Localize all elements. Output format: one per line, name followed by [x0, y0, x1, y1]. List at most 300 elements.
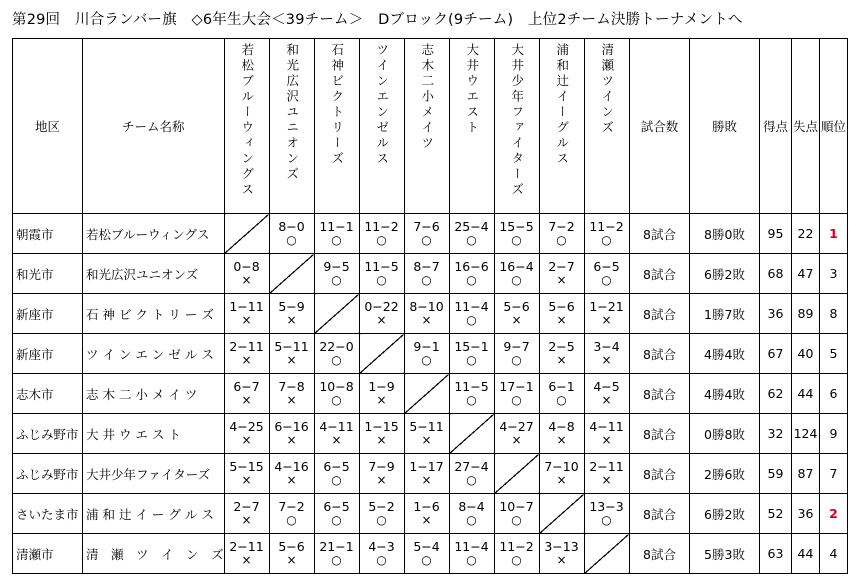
match-score: 5−4 — [413, 539, 440, 554]
match-result-cell — [449, 254, 494, 294]
record-cell: 6勝2敗 — [690, 254, 760, 294]
match-result-cell — [494, 254, 539, 294]
match-score: 17−1 — [499, 379, 534, 394]
match-score: 1−6 — [413, 499, 440, 514]
conceded-cell: 47 — [792, 254, 820, 294]
column-header — [404, 39, 449, 214]
summary-row — [630, 294, 848, 334]
table-row — [13, 214, 630, 254]
match-result-cell — [494, 374, 539, 414]
win-loss-mark: ○ — [466, 273, 477, 287]
match-score: 5−9 — [278, 299, 305, 314]
region-cell: 新座市 — [13, 334, 83, 374]
match-result-cell — [359, 454, 404, 494]
win-loss-mark: × — [601, 473, 612, 487]
match-result-cell — [269, 334, 314, 374]
win-loss-mark: ○ — [331, 233, 342, 247]
match-result-cell — [269, 534, 314, 574]
win-loss-mark: × — [241, 393, 252, 407]
self-match-cell — [584, 534, 629, 574]
table-row — [13, 374, 630, 414]
win-loss-mark: ○ — [556, 393, 567, 407]
win-loss-mark: ○ — [601, 233, 612, 247]
match-score: 5−11 — [274, 339, 309, 354]
scored-cell: 62 — [760, 374, 792, 414]
match-result-cell — [224, 254, 269, 294]
match-score: 8−7 — [413, 259, 440, 274]
win-loss-mark: × — [241, 473, 252, 487]
win-loss-mark: ○ — [601, 513, 612, 527]
win-loss-mark: × — [241, 433, 252, 447]
match-result-cell — [269, 374, 314, 414]
record-cell: 4勝4敗 — [690, 374, 760, 414]
column-header — [224, 39, 269, 214]
win-loss-mark: ○ — [466, 553, 477, 567]
record-cell: 2勝6敗 — [690, 454, 760, 494]
team-name-cell: ツ イ ン エ ン ゼ ル ス — [83, 334, 225, 374]
win-loss-mark: × — [241, 513, 252, 527]
column-header — [539, 39, 584, 214]
region-cell: ふじみ野市 — [13, 414, 83, 454]
column-header — [494, 39, 539, 214]
match-score: 6−5 — [323, 499, 350, 514]
summary-row — [630, 214, 848, 254]
match-result-cell — [224, 374, 269, 414]
win-loss-mark: ○ — [511, 353, 522, 367]
match-score: 11−2 — [589, 219, 624, 234]
match-result-cell — [404, 334, 449, 374]
match-result-cell — [224, 454, 269, 494]
match-result-cell — [224, 534, 269, 574]
team-name-cell: 大井少年ファイターズ — [83, 454, 225, 494]
match-result-cell — [359, 214, 404, 254]
results-table — [12, 38, 630, 574]
team-name-cell: 若松ブルーウィングス — [83, 214, 225, 254]
match-score: 2−5 — [548, 339, 575, 354]
table-row — [13, 534, 630, 574]
match-score: 8−0 — [278, 219, 305, 234]
scored-cell: 59 — [760, 454, 792, 494]
win-loss-mark: ○ — [331, 353, 342, 367]
games-cell: 8試合 — [630, 294, 690, 334]
match-result-cell — [269, 414, 314, 454]
match-score: 2−7 — [548, 259, 575, 274]
match-result-cell — [449, 334, 494, 374]
win-loss-mark: × — [556, 353, 567, 367]
rank-cell: 3 — [820, 254, 848, 294]
match-score: 4−25 — [229, 419, 264, 434]
match-result-cell — [404, 454, 449, 494]
match-result-cell — [539, 294, 584, 334]
match-result-cell — [314, 374, 359, 414]
conceded-cell: 36 — [792, 494, 820, 534]
win-loss-mark: ○ — [331, 393, 342, 407]
conceded-cell: 87 — [792, 454, 820, 494]
match-score: 4−11 — [589, 419, 624, 434]
scored-cell: 95 — [760, 214, 792, 254]
match-result-cell — [359, 374, 404, 414]
match-result-cell — [584, 214, 629, 254]
win-loss-mark: ○ — [511, 513, 522, 527]
column-header — [449, 39, 494, 214]
rank-cell: 1 — [820, 214, 848, 254]
column-header-label: 大井少年ファイターズ — [509, 43, 525, 198]
win-loss-mark: × — [601, 353, 612, 367]
win-loss-mark: × — [556, 553, 567, 567]
match-result-cell — [539, 254, 584, 294]
column-header-label: 志木二小メイツ — [419, 43, 435, 152]
win-loss-mark: × — [421, 433, 432, 447]
header-row — [13, 39, 630, 214]
match-result-cell — [404, 214, 449, 254]
self-match-cell — [359, 334, 404, 374]
match-result-cell — [359, 254, 404, 294]
column-header-label: 石神ビクトリーズ — [329, 43, 345, 167]
match-score: 3−13 — [544, 539, 579, 554]
match-score: 11−5 — [454, 379, 489, 394]
column-header-label: 浦和辻イーグルス — [554, 43, 570, 167]
column-header — [359, 39, 404, 214]
rank-cell: 9 — [820, 414, 848, 454]
match-result-cell — [269, 214, 314, 254]
win-loss-mark: ○ — [556, 233, 567, 247]
match-score: 4−3 — [368, 539, 395, 554]
self-match-cell — [224, 214, 269, 254]
win-loss-mark: × — [421, 513, 432, 527]
match-result-cell — [539, 414, 584, 454]
column-header — [269, 39, 314, 214]
scored-cell: 32 — [760, 414, 792, 454]
win-loss-mark: × — [556, 313, 567, 327]
match-result-cell — [449, 374, 494, 414]
match-result-cell — [314, 414, 359, 454]
win-loss-mark: ○ — [466, 473, 477, 487]
conceded-header: 失点 — [792, 39, 820, 214]
match-score: 8−10 — [409, 299, 444, 314]
match-score: 15−1 — [454, 339, 489, 354]
record-cell: 6勝2敗 — [690, 494, 760, 534]
conceded-cell: 44 — [792, 374, 820, 414]
games-cell: 8試合 — [630, 494, 690, 534]
win-loss-mark: × — [421, 313, 432, 327]
win-loss-mark: ○ — [331, 273, 342, 287]
match-result-cell — [584, 414, 629, 454]
record-cell: 5勝3敗 — [690, 534, 760, 574]
match-score: 13−3 — [589, 499, 624, 514]
match-score: 7−6 — [413, 219, 440, 234]
win-loss-mark: × — [241, 353, 252, 367]
win-loss-mark: ○ — [331, 513, 342, 527]
match-result-cell — [494, 294, 539, 334]
match-score: 8−4 — [458, 499, 485, 514]
match-score: 5−6 — [503, 299, 530, 314]
games-cell: 8試合 — [630, 454, 690, 494]
match-result-cell — [539, 454, 584, 494]
win-loss-mark: ○ — [331, 553, 342, 567]
rank-cell: 6 — [820, 374, 848, 414]
match-result-cell — [584, 334, 629, 374]
match-result-cell — [224, 414, 269, 454]
match-result-cell — [494, 214, 539, 254]
match-score: 2−11 — [229, 539, 264, 554]
match-result-cell — [449, 534, 494, 574]
match-score: 9−7 — [503, 339, 530, 354]
conceded-cell: 40 — [792, 334, 820, 374]
rank-cell: 8 — [820, 294, 848, 334]
match-score: 11−4 — [454, 299, 489, 314]
table-row — [13, 494, 630, 534]
region-cell: 清瀬市 — [13, 534, 83, 574]
match-score: 4−27 — [499, 419, 534, 434]
match-result-cell — [494, 494, 539, 534]
match-result-cell — [449, 294, 494, 334]
match-result-cell — [314, 494, 359, 534]
record-cell: 8勝0敗 — [690, 214, 760, 254]
win-loss-mark: ○ — [376, 553, 387, 567]
win-loss-mark: × — [286, 473, 297, 487]
match-score: 1−21 — [589, 299, 624, 314]
match-score: 1−11 — [229, 299, 264, 314]
win-loss-mark: × — [376, 393, 387, 407]
match-result-cell — [584, 454, 629, 494]
win-loss-mark: ○ — [466, 353, 477, 367]
scored-cell: 63 — [760, 534, 792, 574]
region-cell: 和光市 — [13, 254, 83, 294]
match-result-cell — [494, 534, 539, 574]
match-result-cell — [404, 494, 449, 534]
summary-row — [630, 414, 848, 454]
match-result-cell — [404, 414, 449, 454]
region-cell: ふじみ野市 — [13, 454, 83, 494]
win-loss-mark: × — [241, 313, 252, 327]
summary-row — [630, 374, 848, 414]
win-loss-mark: × — [511, 433, 522, 447]
match-result-cell — [539, 374, 584, 414]
match-result-cell — [269, 494, 314, 534]
games-cell: 8試合 — [630, 334, 690, 374]
match-result-cell — [359, 294, 404, 334]
self-match-cell — [269, 254, 314, 294]
match-score: 0−22 — [364, 299, 399, 314]
match-score: 7−8 — [278, 379, 305, 394]
win-loss-mark: × — [286, 553, 297, 567]
win-loss-mark: ○ — [421, 353, 432, 367]
win-loss-mark: × — [241, 553, 252, 567]
rank-cell: 5 — [820, 334, 848, 374]
region-cell: さいたま市 — [13, 494, 83, 534]
match-result-cell — [494, 414, 539, 454]
win-loss-mark: ○ — [421, 273, 432, 287]
team-name-cell: 志 木 二 小 メ イ ツ — [83, 374, 225, 414]
win-loss-mark: ○ — [466, 513, 477, 527]
win-loss-mark: × — [286, 433, 297, 447]
summary-table — [629, 38, 848, 574]
match-result-cell — [404, 294, 449, 334]
match-score: 6−5 — [323, 459, 350, 474]
match-score: 4−11 — [319, 419, 354, 434]
column-header-label: 和光広沢ユニオンズ — [284, 43, 300, 183]
match-score: 16−6 — [454, 259, 489, 274]
match-result-cell — [584, 294, 629, 334]
scored-cell: 67 — [760, 334, 792, 374]
self-match-cell — [449, 414, 494, 454]
team-name-cell: 清 瀬 ツ イ ン ズ — [83, 534, 225, 574]
win-loss-mark: ○ — [466, 313, 477, 327]
match-score: 1−17 — [409, 459, 444, 474]
match-result-cell — [269, 454, 314, 494]
win-loss-mark: ○ — [286, 513, 297, 527]
games-header: 試合数 — [630, 39, 690, 214]
team-header: チーム名称 — [83, 39, 225, 214]
win-loss-mark: × — [376, 473, 387, 487]
match-result-cell — [539, 534, 584, 574]
table-row — [13, 454, 630, 494]
match-score: 2−11 — [589, 459, 624, 474]
win-loss-mark: × — [376, 433, 387, 447]
match-result-cell — [224, 334, 269, 374]
scored-cell: 68 — [760, 254, 792, 294]
match-result-cell — [584, 254, 629, 294]
column-header-label: 若松ブルーウィングス — [239, 43, 255, 198]
self-match-cell — [314, 294, 359, 334]
match-score: 5−2 — [368, 499, 395, 514]
win-loss-mark: ○ — [511, 553, 522, 567]
conceded-cell: 44 — [792, 534, 820, 574]
win-loss-mark: ○ — [511, 233, 522, 247]
record-cell: 4勝4敗 — [690, 334, 760, 374]
summary-row — [630, 334, 848, 374]
win-loss-mark: ○ — [466, 393, 477, 407]
rank-header: 順位 — [820, 39, 848, 214]
win-loss-mark: × — [421, 473, 432, 487]
match-result-cell — [314, 254, 359, 294]
match-score: 5−6 — [548, 299, 575, 314]
match-result-cell — [449, 214, 494, 254]
match-score: 11−4 — [454, 539, 489, 554]
rank-cell: 4 — [820, 534, 848, 574]
column-header-label: ツインエンゼルス — [374, 43, 390, 167]
match-score: 15−5 — [499, 219, 534, 234]
match-score: 27−4 — [454, 459, 489, 474]
match-result-cell — [584, 374, 629, 414]
match-score: 1−15 — [364, 419, 399, 434]
table-row — [13, 254, 630, 294]
win-loss-mark: ○ — [601, 273, 612, 287]
summary-row — [630, 254, 848, 294]
region-header: 地区 — [13, 39, 83, 214]
match-score: 7−9 — [368, 459, 395, 474]
team-name-cell: 石 神 ビ ク ト リ ー ズ — [83, 294, 225, 334]
match-result-cell — [314, 534, 359, 574]
rank-cell: 7 — [820, 454, 848, 494]
summary-header-row — [630, 39, 848, 214]
win-loss-mark: ○ — [466, 233, 477, 247]
region-cell: 志木市 — [13, 374, 83, 414]
match-result-cell — [269, 294, 314, 334]
match-score: 5−11 — [409, 419, 444, 434]
win-loss-mark: ○ — [331, 473, 342, 487]
column-header — [584, 39, 629, 214]
match-score: 9−5 — [323, 259, 350, 274]
match-score: 22−0 — [319, 339, 354, 354]
win-loss-mark: ○ — [421, 233, 432, 247]
summary-row — [630, 534, 848, 574]
page-title: 第29回 川合ランバー旗 ◇6年生大会＜39チーム＞ Dブロック(9チーム) 上位2チーム決勝トーナメントへ — [12, 12, 743, 28]
win-loss-mark: ○ — [376, 273, 387, 287]
match-result-cell — [494, 334, 539, 374]
win-loss-mark: × — [556, 273, 567, 287]
match-score: 7−2 — [278, 499, 305, 514]
win-loss-mark: ○ — [286, 233, 297, 247]
match-score: 10−8 — [319, 379, 354, 394]
match-score: 7−2 — [548, 219, 575, 234]
match-score: 6−1 — [548, 379, 575, 394]
match-score: 6−16 — [274, 419, 309, 434]
match-score: 0−8 — [233, 259, 260, 274]
record-cell: 0勝8敗 — [690, 414, 760, 454]
win-loss-mark: × — [601, 393, 612, 407]
scored-header: 得点 — [760, 39, 792, 214]
match-result-cell — [404, 534, 449, 574]
summary-row — [630, 494, 848, 534]
conceded-cell: 124 — [792, 414, 820, 454]
win-loss-mark: × — [286, 393, 297, 407]
column-header-label: 大井ウエスト — [464, 43, 480, 136]
rank-cell: 2 — [820, 494, 848, 534]
match-score: 3−4 — [593, 339, 620, 354]
games-cell: 8試合 — [630, 534, 690, 574]
match-score: 11−2 — [499, 539, 534, 554]
match-score: 2−7 — [233, 499, 260, 514]
team-name-cell: 浦 和 辻 イ ー グ ル ス — [83, 494, 225, 534]
match-score: 11−1 — [319, 219, 354, 234]
match-result-cell — [224, 294, 269, 334]
conceded-cell: 22 — [792, 214, 820, 254]
match-score: 9−1 — [413, 339, 440, 354]
win-loss-mark: × — [376, 313, 387, 327]
match-result-cell — [539, 214, 584, 254]
match-result-cell — [584, 494, 629, 534]
match-score: 11−2 — [364, 219, 399, 234]
summary-row — [630, 454, 848, 494]
win-loss-mark: ○ — [511, 393, 522, 407]
win-loss-mark: ○ — [421, 553, 432, 567]
match-score: 6−5 — [593, 259, 620, 274]
record-cell: 1勝7敗 — [690, 294, 760, 334]
team-name-cell: 大 井 ウ エ ス ト — [83, 414, 225, 454]
self-match-cell — [539, 494, 584, 534]
match-score: 4−5 — [593, 379, 620, 394]
match-score: 16−4 — [499, 259, 534, 274]
table-row — [13, 334, 630, 374]
match-result-cell — [359, 534, 404, 574]
team-name-cell: 和光広沢ユニオンズ — [83, 254, 225, 294]
match-result-cell — [539, 334, 584, 374]
games-cell: 8試合 — [630, 414, 690, 454]
column-header — [314, 39, 359, 214]
match-score: 1−9 — [368, 379, 395, 394]
self-match-cell — [494, 454, 539, 494]
scored-cell: 52 — [760, 494, 792, 534]
match-score: 5−6 — [278, 539, 305, 554]
win-loss-mark: × — [556, 473, 567, 487]
win-loss-mark: × — [601, 313, 612, 327]
match-result-cell — [404, 254, 449, 294]
match-score: 4−16 — [274, 459, 309, 474]
match-score: 4−8 — [548, 419, 575, 434]
match-result-cell — [359, 494, 404, 534]
region-cell: 朝霞市 — [13, 214, 83, 254]
